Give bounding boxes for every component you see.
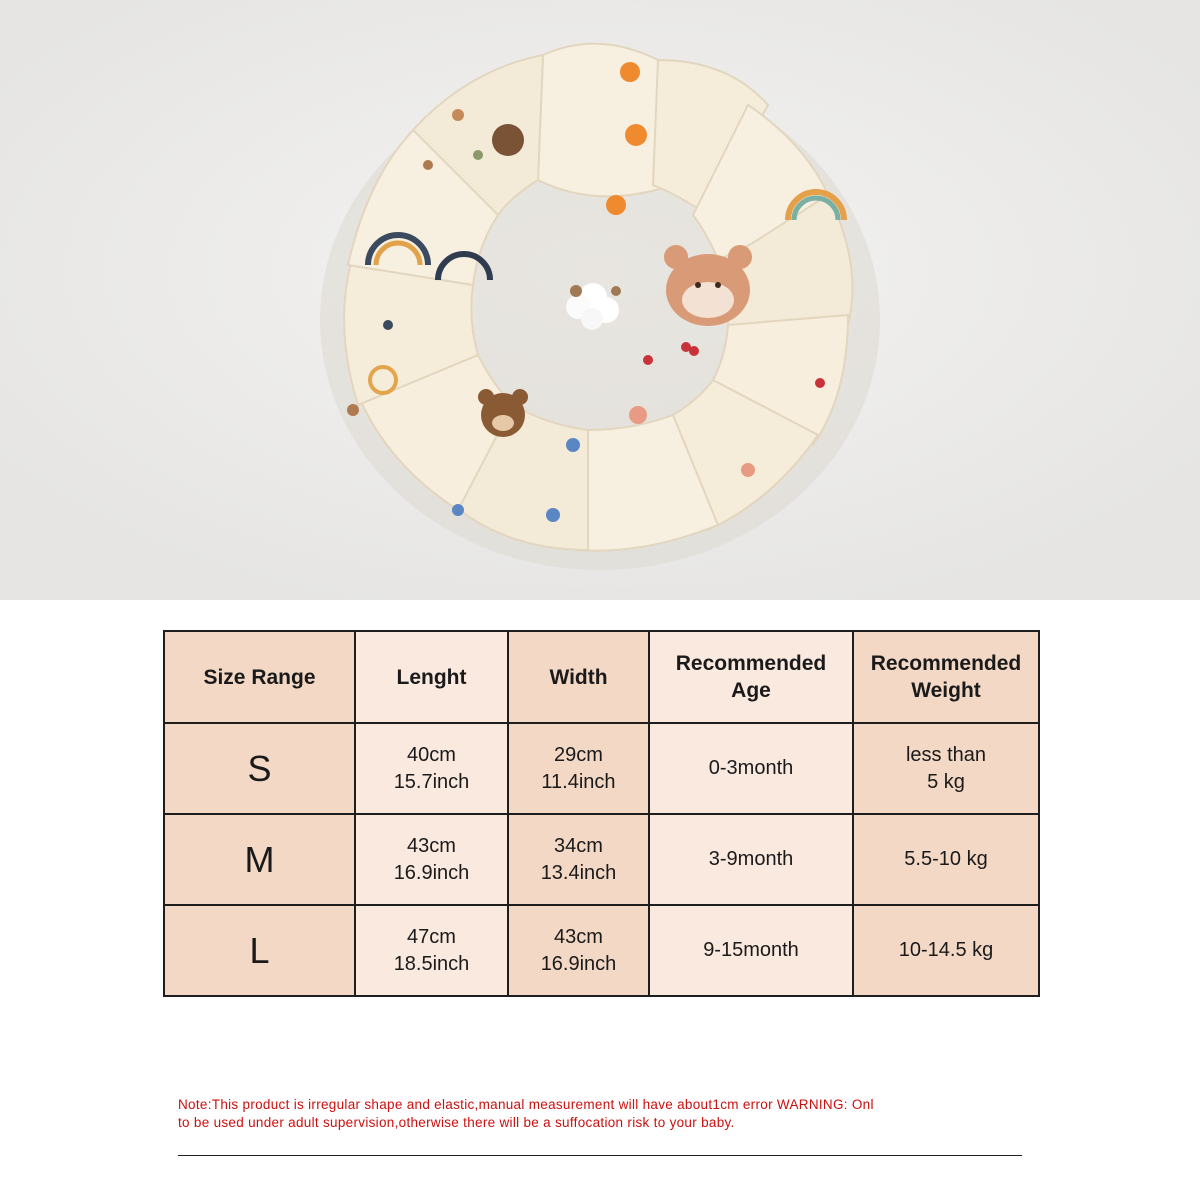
warning-note	[178, 1096, 1018, 1132]
size-cell: M	[164, 814, 355, 905]
header-recommended-weight: Recommended Weight	[853, 631, 1039, 723]
width-cell: 43cm 16.9inch	[508, 905, 649, 996]
header-width: Width	[508, 631, 649, 723]
weight-cell: 5.5-10 kg	[853, 814, 1039, 905]
warning-note-line2: to be used under adult supervision,otherwise there will be a suffocation risk to your baby.	[178, 1115, 735, 1130]
age-cell: 3-9month	[649, 814, 853, 905]
age-cell: 9-15month	[649, 905, 853, 996]
divider-line	[178, 1155, 1022, 1156]
size-cell: L	[164, 905, 355, 996]
weight-cell: 10-14.5 kg	[853, 905, 1039, 996]
table-header-row	[164, 631, 1039, 723]
width-cell: 34cm 13.4inch	[508, 814, 649, 905]
table-row	[164, 814, 1039, 905]
warning-note-line1: Note:This product is irregular shape and elastic,manual measurement will have about1cm error WARNING: Onl	[178, 1097, 874, 1112]
table-row	[164, 905, 1039, 996]
length-cell: 47cm 18.5inch	[355, 905, 508, 996]
size-cell: S	[164, 723, 355, 814]
weight-cell: less than 5 kg	[853, 723, 1039, 814]
header-size-range: Size Range	[164, 631, 355, 723]
length-cell: 43cm 16.9inch	[355, 814, 508, 905]
width-cell: 29cm 11.4inch	[508, 723, 649, 814]
header-recommended-age: Recommended Age	[649, 631, 853, 723]
age-cell: 0-3month	[649, 723, 853, 814]
table-row	[164, 723, 1039, 814]
size-chart-table	[163, 630, 1040, 997]
length-cell: 40cm 15.7inch	[355, 723, 508, 814]
header-length: Lenght	[355, 631, 508, 723]
